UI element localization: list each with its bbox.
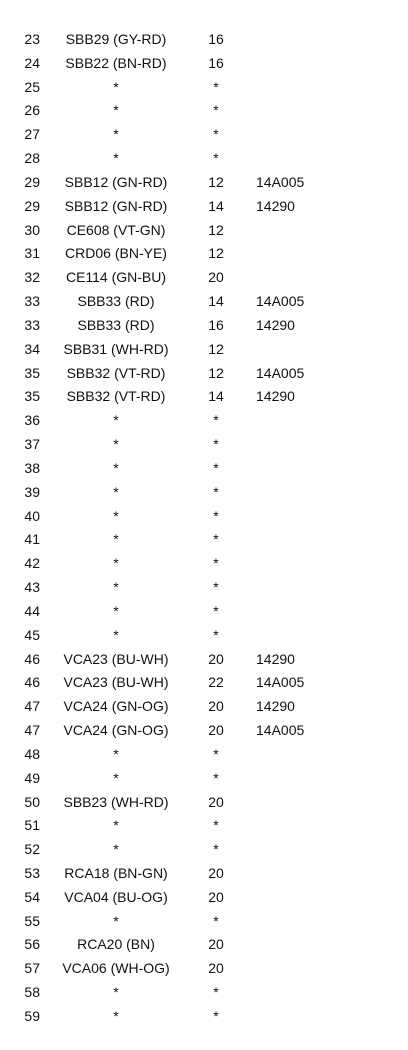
- wire-gauge: 20: [208, 698, 224, 715]
- pin-number: 51: [24, 817, 40, 834]
- wire-gauge: *: [213, 412, 219, 429]
- pin-number: 33: [24, 316, 40, 333]
- table-row: [0, 958, 408, 982]
- pin-number: 48: [24, 745, 40, 762]
- circuit-wire-color: SBB23 (WH-RD): [63, 793, 169, 810]
- circuit-wire-color: *: [113, 912, 119, 929]
- circuit-wire-color: RCA18 (BN-GN): [64, 864, 168, 881]
- wire-gauge: 20: [208, 960, 224, 977]
- circuit-wire-color: *: [113, 126, 119, 143]
- circuit-wire-color: CE114 (GN-BU): [65, 269, 167, 286]
- table-row: [0, 553, 408, 577]
- wire-gauge: 14: [208, 293, 224, 310]
- circuit-wire-color: *: [113, 78, 119, 95]
- circuit-wire-color: SBB33 (RD): [77, 293, 155, 310]
- wire-gauge: 12: [208, 221, 224, 238]
- table-row: [0, 386, 408, 410]
- pin-number: 57: [24, 960, 40, 977]
- table-row: [0, 148, 408, 172]
- pin-number: 32: [24, 269, 40, 286]
- pin-number: 55: [24, 912, 40, 929]
- circuit-wire-color: VCA06 (WH-OG): [62, 960, 170, 977]
- circuit-wire-color: CE608 (VT-GN): [66, 221, 166, 238]
- pin-number: 44: [24, 602, 40, 619]
- component-reference: 14290: [256, 698, 295, 715]
- pin-number: 45: [24, 626, 40, 643]
- wire-gauge: 16: [208, 54, 224, 71]
- table-row: [0, 649, 408, 673]
- wire-gauge: *: [213, 912, 219, 929]
- wire-gauge: *: [213, 102, 219, 119]
- pin-number: 46: [24, 674, 40, 691]
- table-row: [0, 410, 408, 434]
- pin-number: 36: [24, 412, 40, 429]
- pin-number: 30: [24, 221, 40, 238]
- circuit-wire-color: *: [113, 745, 119, 762]
- pin-number: 29: [24, 173, 40, 190]
- circuit-wire-color: *: [113, 531, 119, 548]
- circuit-wire-color: *: [113, 483, 119, 500]
- pin-number: 33: [24, 293, 40, 310]
- table-row: [0, 458, 408, 482]
- table-row: [0, 315, 408, 339]
- pin-number: 35: [24, 364, 40, 381]
- wire-gauge: *: [213, 150, 219, 167]
- component-reference: 14290: [256, 388, 295, 405]
- wire-gauge: *: [213, 531, 219, 548]
- table-row: [0, 339, 408, 363]
- circuit-wire-color: *: [113, 102, 119, 119]
- pin-number: 58: [24, 984, 40, 1001]
- wire-gauge: *: [213, 841, 219, 858]
- circuit-wire-color: SBB12 (GN-RD): [64, 173, 168, 190]
- circuit-wire-color: VCA24 (GN-OG): [63, 698, 169, 715]
- table-row: [0, 291, 408, 315]
- wire-gauge: 12: [208, 340, 224, 357]
- circuit-wire-color: *: [113, 412, 119, 429]
- wire-gauge: *: [213, 78, 219, 95]
- pin-number: 34: [24, 340, 40, 357]
- wire-gauge: *: [213, 1007, 219, 1024]
- pin-number: 29: [24, 197, 40, 214]
- table-row: [0, 672, 408, 696]
- circuit-wire-color: CRD06 (BN-YE): [65, 245, 167, 262]
- pin-number: 39: [24, 483, 40, 500]
- circuit-wire-color: SBB12 (GN-RD): [64, 197, 168, 214]
- component-reference: 14A005: [256, 173, 305, 190]
- wire-gauge: 16: [208, 31, 224, 47]
- wire-gauge: *: [213, 769, 219, 786]
- circuit-wire-color: VCA24 (GN-OG): [63, 722, 169, 739]
- table-row: [0, 887, 408, 911]
- component-reference: 14A005: [256, 722, 305, 739]
- pin-number: 42: [24, 555, 40, 572]
- component-reference: 14290: [256, 316, 295, 333]
- circuit-wire-color: *: [113, 436, 119, 453]
- table-row: [0, 768, 408, 792]
- wire-gauge: 12: [208, 364, 224, 381]
- circuit-wire-color: SBB32 (VT-RD): [66, 388, 166, 405]
- wire-gauge: 20: [208, 722, 224, 739]
- pin-number: 50: [24, 793, 40, 810]
- table-row: [0, 982, 408, 1006]
- table-row: [0, 720, 408, 744]
- table-row: [0, 172, 408, 196]
- table-row: [0, 220, 408, 244]
- table-row: [0, 815, 408, 839]
- circuit-wire-color: *: [113, 150, 119, 167]
- pin-number: 56: [24, 936, 40, 953]
- table-row: [0, 363, 408, 387]
- wire-gauge: 14: [208, 197, 224, 214]
- circuit-wire-color: *: [113, 602, 119, 619]
- table-row: [0, 124, 408, 148]
- circuit-wire-color: *: [113, 1007, 119, 1024]
- component-reference: 14A005: [256, 364, 305, 381]
- wire-gauge: *: [213, 602, 219, 619]
- pin-number: 26: [24, 102, 40, 119]
- circuit-wire-color: VCA23 (BU-WH): [63, 674, 169, 691]
- circuit-wire-color: SBB33 (RD): [77, 316, 155, 333]
- component-reference: 14A005: [256, 674, 305, 691]
- table-row: [0, 934, 408, 958]
- table-row: [0, 482, 408, 506]
- circuit-wire-color: VCA04 (BU-OG): [64, 888, 168, 905]
- table-row: [0, 601, 408, 625]
- table-row: [0, 863, 408, 887]
- table-row: [0, 911, 408, 935]
- table-row: [0, 792, 408, 816]
- pin-number: 27: [24, 126, 40, 143]
- pin-number: 47: [24, 698, 40, 715]
- pin-number: 52: [24, 841, 40, 858]
- wire-gauge: 20: [208, 269, 224, 286]
- wire-gauge: 12: [208, 245, 224, 262]
- wire-gauge: *: [213, 817, 219, 834]
- circuit-wire-color: SBB22 (BN-RD): [65, 54, 167, 71]
- table-row: [0, 744, 408, 768]
- circuit-wire-color: RCA20 (BN): [77, 936, 155, 953]
- table-row: [0, 529, 408, 553]
- wire-gauge: 20: [208, 793, 224, 810]
- circuit-wire-color: *: [113, 579, 119, 596]
- wire-gauge: 20: [208, 888, 224, 905]
- wire-gauge: 16: [208, 316, 224, 333]
- pin-number: 43: [24, 579, 40, 596]
- pin-number: 47: [24, 722, 40, 739]
- wire-gauge: *: [213, 436, 219, 453]
- pin-number: 31: [24, 245, 40, 262]
- wire-gauge: *: [213, 459, 219, 476]
- wire-gauge: *: [213, 745, 219, 762]
- table-row: [0, 53, 408, 77]
- wire-gauge: *: [213, 507, 219, 524]
- circuit-wire-color: *: [113, 507, 119, 524]
- table-row: [0, 434, 408, 458]
- pin-number: 24: [24, 54, 40, 71]
- component-reference: 14290: [256, 197, 295, 214]
- table-row: [0, 839, 408, 863]
- pin-number: 54: [24, 888, 40, 905]
- circuit-wire-color: SBB32 (VT-RD): [66, 364, 166, 381]
- pin-number: 46: [24, 650, 40, 667]
- circuit-wire-color: SBB29 (GY-RD): [65, 31, 167, 47]
- pin-number: 49: [24, 769, 40, 786]
- circuit-wire-color: *: [113, 626, 119, 643]
- pin-number: 38: [24, 459, 40, 476]
- wire-gauge: *: [213, 483, 219, 500]
- circuit-wire-color: VCA23 (BU-WH): [63, 650, 169, 667]
- wire-gauge: *: [213, 626, 219, 643]
- wire-gauge: 20: [208, 864, 224, 881]
- wire-gauge: 14: [208, 388, 224, 405]
- table-row: [0, 243, 408, 267]
- table-row: [0, 1006, 408, 1030]
- table-row: [0, 625, 408, 649]
- table-row: [0, 196, 408, 220]
- circuit-wire-color: *: [113, 984, 119, 1001]
- wire-gauge: 20: [208, 936, 224, 953]
- table-row: [0, 506, 408, 530]
- wire-gauge: *: [213, 126, 219, 143]
- pin-number: 41: [24, 531, 40, 548]
- wire-gauge: *: [213, 555, 219, 572]
- pin-number: 59: [24, 1007, 40, 1024]
- wire-gauge: 12: [208, 173, 224, 190]
- circuit-wire-color: *: [113, 459, 119, 476]
- circuit-wire-color: *: [113, 817, 119, 834]
- wire-gauge: *: [213, 579, 219, 596]
- wire-gauge: 22: [208, 674, 224, 691]
- circuit-wire-color: *: [113, 769, 119, 786]
- table-row: [0, 267, 408, 291]
- table-row: [0, 696, 408, 720]
- pin-number: 25: [24, 78, 40, 95]
- circuit-wire-color: *: [113, 555, 119, 572]
- wire-gauge: 20: [208, 650, 224, 667]
- circuit-wire-color: *: [113, 841, 119, 858]
- pin-number: 40: [24, 507, 40, 524]
- table-row: [0, 77, 408, 101]
- pin-number: 37: [24, 436, 40, 453]
- pin-number: 23: [24, 31, 40, 47]
- table-row: [0, 100, 408, 124]
- component-reference: 14A005: [256, 293, 305, 310]
- table-row: [0, 29, 408, 53]
- component-reference: 14290: [256, 650, 295, 667]
- table-row: [0, 577, 408, 601]
- circuit-wire-color: SBB31 (WH-RD): [63, 340, 169, 357]
- pin-number: 28: [24, 150, 40, 167]
- pin-number: 35: [24, 388, 40, 405]
- pin-number: 53: [24, 864, 40, 881]
- wire-gauge: *: [213, 984, 219, 1001]
